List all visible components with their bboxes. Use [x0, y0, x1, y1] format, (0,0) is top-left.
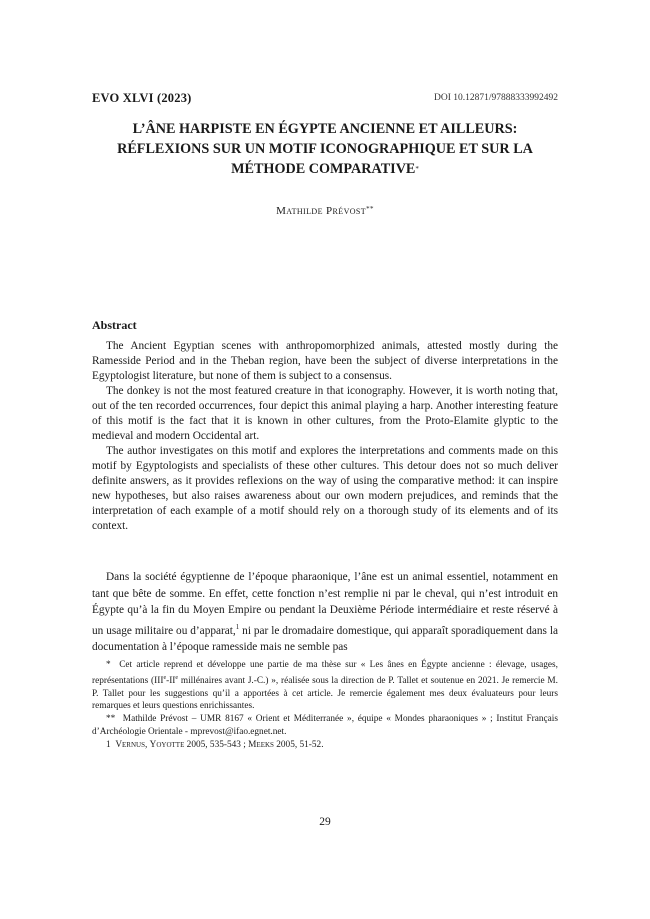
abstract-text [92, 339, 558, 534]
footnote-text: 2005, 535-543 ; [184, 739, 249, 750]
footnote-text: -II [166, 675, 176, 686]
footnote-text: 2005, 51-52. [273, 739, 324, 750]
footnote-text: , [144, 739, 150, 750]
footnote-mark: ** [106, 714, 116, 725]
abstract-paragraph: The author investigates on this motif and explores the interpretations and comments made on this motif by Egyptologists and specialists of these other cultures. This detour does not so much deliver definite answers, as it provides reflexions on the way of using the comparative method: it can inspire new hypotheses, but also raises awareness about our own modern prejudices, and reminds that the interpretation of each example of a motif should rely on a thorough study of its elements and of its context. [92, 445, 558, 532]
citation-author: Meeks [248, 739, 274, 750]
title-line-3-text: MÉTHODE COMPARATIVE [231, 161, 416, 177]
body-paragraph [92, 569, 558, 656]
doi[interactable]: DOI 10.12871/97888333992492 [433, 93, 558, 103]
journal-name: EVO XLVI (2023) [92, 91, 192, 105]
footnotes [92, 659, 558, 752]
footnote [92, 739, 558, 752]
footnote-text: Cet article reprend et développe une partie de ma thèse sur « Les ânes en Égypte ancienne : élevage, usages, représentations (III [92, 660, 558, 686]
superscript-e: e [163, 674, 167, 681]
body-text-part: Dans la société égyptienne de l’époque pharaonique, l’âne est un animal essentiel, notamment en tant que bête de somme. En effet, cette fonction n’est remplie ni par le cheval, qui n’est introduit en Égypte qu’à la fin du Moyen Empire ou pendant la Deuxième Période intermédiaire et reste réservé à un usage militaire ou d’apparat, [92, 571, 558, 637]
body-text [92, 569, 558, 656]
abstract-heading: Abstract [92, 318, 137, 332]
footnote [92, 659, 558, 713]
author-footnote-mark[interactable]: ** [366, 205, 374, 213]
superscript-e: e [175, 674, 179, 681]
footnote [92, 713, 558, 739]
footnote-mark: 1 [106, 739, 111, 750]
title-line-1: L’ÂNE HARPISTE EN ÉGYPTE ANCIENNE ET AILLEURS: [132, 121, 518, 137]
footnote-mark: * [106, 660, 111, 670]
footnote-ref[interactable]: 1 [235, 622, 240, 631]
title-footnote-mark[interactable]: * [415, 165, 419, 173]
abstract-paragraph: The Ancient Egyptian scenes with anthropomorphized animals, attested mostly during the Ramesside Period and in the Theban region, have been the subject of diverse interpretations in the Egyptologist literature, but none of them is subject to a consensus. [92, 340, 558, 382]
abstract-paragraph: The donkey is not the most featured creature in that iconography. However, it is worth noting that, out of the ten recorded occurrences, four depict this animal playing a harp. Another interesting feature of this motif is the fact that it is known in other cultures, from the Proto-Elamite glyptic to the medieval and modern Occidental art. [92, 385, 558, 442]
citation-author: Yoyotte [149, 739, 185, 750]
footnote-text: millénaires avant J.-C.) », réalisée sous la direction de P. Tallet et soutenue en 2021. Je remercie M. P. Tallet pour les suggestions qu’il a apportées à cet article. Je remercie également mes deux évaluateurs pour leurs remarques et leurs questions enrichissantes. [92, 675, 559, 712]
author-line [92, 205, 558, 217]
title-line-3 [92, 159, 558, 179]
author-name: Mathilde Prévost [276, 205, 367, 217]
footnote-text: Mathilde Prévost – UMR 8167 « Orient et Méditerranée », équipe « Mondes pharaoniques » ; Institut Français d’Archéologie Orientale - mprevost@ifao.egnet.net. [92, 714, 559, 738]
page-number: 29 [319, 816, 331, 828]
title-line-2: RÉFLEXIONS SUR UN MOTIF ICONOGRAPHIQUE ET SUR LA [117, 141, 533, 157]
article-title [92, 119, 558, 179]
body-text-part: ni par le dromadaire domestique, qui apparaît sporadiquement dans la documentation à l’époque ramesside mais ne semble pas [92, 624, 559, 654]
citation-author: Vernus [115, 739, 145, 750]
